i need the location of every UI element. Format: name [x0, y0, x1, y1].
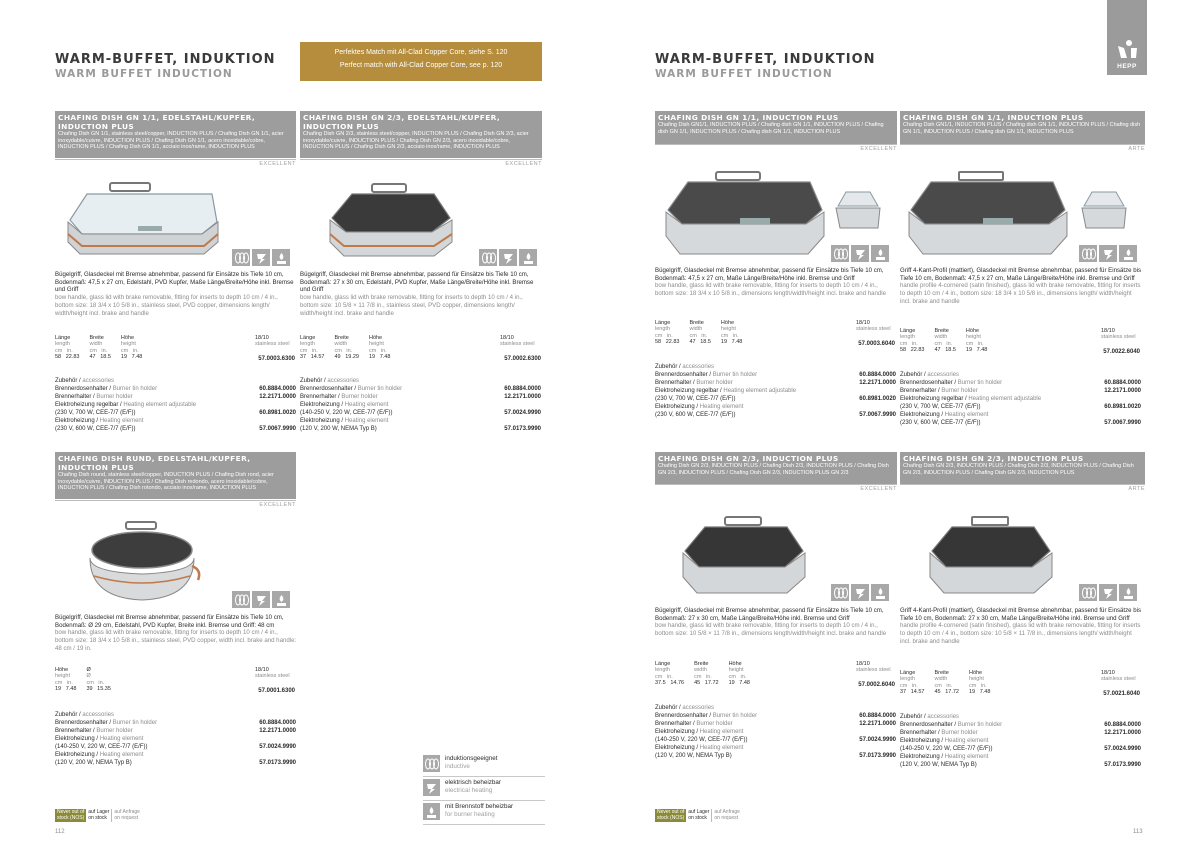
dimensions-table	[900, 328, 987, 353]
accessory-row: Brennerdosenhalter / Burner tin holder 60.8884.0000	[655, 713, 896, 719]
legend-item-induction: induktionsgeeignet inductive	[423, 755, 545, 777]
burner-icon	[519, 249, 537, 266]
material: 18/10 stainless steel	[255, 667, 290, 680]
nos-badge: Never out of stock (NOS)	[57, 809, 85, 821]
stock-on-request: auf Anfrage on request	[114, 809, 140, 821]
product-subtitle: Chafing Dish round, stainless steel/copper, INDUCTION PLUS / Chafing Dish rond, acier inoxydable/cuivre, INDUCTION PLUS / Chafing Dish redondo, acero inoxidable/cobre, INDUCTION PLUS / Chafing Dish rotondo, acciaio inox/rame, INDUCTION PLUS	[58, 472, 274, 492]
dimension-width: Breite width cm in. 49 19.29	[334, 335, 359, 360]
material: 18/10 stainless steel	[500, 335, 535, 348]
description-de: Bügelgriff, Glasdeckel mit Bremse abnehmbar, passend für Einsätze bis Tiefe 10 cm, Bodenmaß: Ø 29 cm, Edelstahl, PVD Kupfer, Breite inkl. Bremse und Griff: 48 cm	[55, 614, 284, 629]
accessory-row: Elektroheizung / Heating element	[900, 754, 989, 760]
induction-icon	[831, 245, 849, 262]
product-line-tag: ARTE	[900, 144, 1145, 152]
accessory-row: Brennerhalter / Burner holder 12.2171.0000	[900, 388, 1141, 394]
accessories-heading: Zubehör / accessories	[55, 712, 115, 718]
material: 18/10 stainless steel	[856, 320, 891, 333]
left-page-subtitle: WARM BUFFET INDUCTION	[55, 68, 233, 80]
electric-icon	[423, 779, 440, 796]
description-en: handle profile 4-cornered (satin finished), glass lid with brake removable, fitting for inserts to depth 10 cm / 4 in., bottom size: 18 3/4 x 10 5/8 in., dimensions length/ width/height incl. brake and handle	[900, 282, 1141, 305]
accessory-row: (140-250 V, 220 W, CEE-7/7 (E/F)) 57.0024.9990	[55, 744, 296, 750]
burner-icon	[272, 249, 290, 266]
feature-icons	[232, 591, 290, 608]
product-subtitle: Chafing Dish GN 2/3, INDUCTION PLUS / Chafing Dish 2/3, INDUCTION PLUS / Chafing Dish GN 2/3, INDUCTION PLUS / Chafing Dish GN 2/3, INDUCTION PLUS	[903, 463, 1134, 476]
description-de: Bügelgriff, Glasdeckel mit Bremse abnehmbar, passend für Einsätze bis Tiefe 10 cm, Bodenmaß: 27 x 30 cm, Edelstahl, PVD Kupfer, Maße Länge/Breite/Höhe inkl. Bremse und Griff	[300, 271, 534, 294]
article-number: 57.0021.6040	[1103, 691, 1140, 697]
promo-line-en: Perfect match with All-Clad Copper Core, see p. 120	[339, 62, 503, 69]
article-number: 57.0002.6040	[858, 682, 895, 688]
accessory-row: (140-250 V, 220 W, CEE-7/7 (E/F)) 57.0024.9990	[655, 737, 896, 743]
dimension-width: Breite width cm in. 45 17.72	[934, 670, 959, 695]
induction-icon	[232, 591, 250, 608]
accessories-heading: Zubehör / accessories	[300, 378, 360, 384]
material: 18/10 stainless steel	[1101, 328, 1136, 341]
product-title: CHAFING DISH GN 1/1, INDUCTION PLUS	[658, 113, 839, 122]
induction-icon	[423, 755, 440, 772]
electric-icon	[252, 591, 270, 608]
accessories-list	[655, 363, 896, 419]
right-page-title: WARM-BUFFET, INDUKTION	[655, 52, 876, 67]
accessories-heading: Zubehör / accessories	[900, 714, 960, 720]
accessories-list	[300, 377, 541, 433]
description-de: Griff 4-Kant-Profil (mattiert), Glasdeckel mit Bremse abnehmbar, passend für Einsätze bis Tiefe 10 cm, Bodenmaß: 47,5 x 27 cm, Maße Länge/Breite/Höhe inkl. Bremse und Griff	[900, 267, 1142, 282]
product-line-tag: EXCELLENT	[655, 484, 897, 492]
description-en: bow handle, glass lid with brake removable, fitting for inserts to depth 10 cm / 4 in., bottom size: 18 3/4 x 10 5/8 in., stainless steel, PVD copper, width incl. brake and handle: 48 cm / 19 in.	[55, 629, 297, 652]
product-title: CHAFING DISH RUND, EDELSTAHL/KUPFER, INDUCTION PLUS	[58, 454, 251, 472]
material: 18/10 stainless steel	[856, 661, 891, 674]
page-number-right: 113	[1133, 829, 1143, 835]
induction-icon	[1079, 245, 1097, 262]
stock-on-request: auf Anfrage on request	[714, 809, 740, 821]
product-title: CHAFING DISH GN 2/3, INDUCTION PLUS	[658, 454, 839, 463]
dimensions-table	[655, 320, 742, 345]
dimension-length: Länge length cm in. 37.5 14.76	[655, 661, 685, 686]
brand-logo	[1107, 0, 1147, 75]
product-image-chafing-small	[832, 188, 884, 234]
burner-icon	[871, 584, 889, 601]
description-en: handle profile 4-cornered (satin finished), glass lid with brake removable, fitting for inserts to depth 10 cm / 4 in., bottom size: 10 5/8 × 11 7/8 in., dimensions length/ width/height incl. brake and handle	[900, 622, 1141, 645]
product-line-tag: EXCELLENT	[655, 144, 897, 152]
product-image-chafing-small	[1078, 188, 1130, 234]
nos-badge: Never out of stock (NOS)	[657, 809, 685, 821]
product-image-chafing-rect-steel	[660, 170, 830, 260]
accessory-row: Elektroheizung / Heating element	[655, 404, 744, 410]
dimension-length: Länge length cm in. 58 22.83	[900, 328, 925, 353]
feature-icons	[232, 249, 290, 266]
legend-item-burner: mit Brennstoff beheizbar for burner heating	[423, 803, 545, 825]
product-description	[655, 607, 897, 638]
accessory-row: Brennerhalter / Burner holder 12.2171.0000	[900, 730, 1141, 736]
product-line-tag: EXCELLENT	[55, 159, 296, 167]
feature-icons	[1079, 584, 1137, 601]
induction-icon	[1079, 584, 1097, 601]
accessory-row: Elektroheizung regelbar / Heating element adjustable	[900, 396, 1042, 402]
accessory-row: Elektroheizung / Heating element	[900, 412, 989, 418]
accessory-row: Brennerdosenhalter / Burner tin holder 60.8884.0000	[900, 380, 1141, 386]
electric-icon	[851, 245, 869, 262]
burner-icon	[1119, 584, 1137, 601]
dimensions-table	[900, 670, 990, 695]
brand-name: HEPP	[1117, 63, 1137, 70]
dimension-height: Höhe height cm in. 19 7.48	[368, 335, 391, 360]
left-page-title: WARM-BUFFET, INDUKTION	[55, 52, 276, 67]
stock-legend	[655, 809, 742, 822]
accessory-row: Brennerdosenhalter / Burner tin holder 60.8884.0000	[55, 386, 296, 392]
legend-item-electric: elektrisch beheizbar electrical heating	[423, 779, 545, 801]
material: 18/10 stainless steel	[1101, 670, 1136, 683]
product-title: CHAFING DISH GN 2/3, EDELSTAHL/KUPFER, INDUCTION PLUS	[303, 113, 501, 131]
accessory-row: Brennerdosenhalter / Burner tin holder 60.8884.0000	[300, 386, 541, 392]
induction-icon	[831, 584, 849, 601]
dimension-width: Breite width cm in. 45 17.72	[694, 661, 719, 686]
product-line-tag: EXCELLENT	[300, 159, 542, 167]
accessories-heading: Zubehör / accessories	[655, 364, 715, 370]
accessory-row: (140-250 V, 220 W, CEE-7/7 (E/F)) 57.0024.9990	[900, 746, 1141, 752]
page-number-left: 112	[55, 829, 65, 835]
accessory-row: Elektroheizung regelbar / Heating element adjustable	[55, 402, 197, 408]
product-description	[900, 607, 1144, 646]
burner-icon	[871, 245, 889, 262]
accessory-row: Elektroheizung / Heating element	[55, 736, 144, 742]
product-image-chafing-square-copper	[322, 182, 462, 262]
accessories-list	[55, 377, 296, 433]
induction-icon	[479, 249, 497, 266]
product-image-chafing-rect-arte	[903, 170, 1073, 260]
accessory-row: Brennerhalter / Burner holder 12.2171.0000	[300, 394, 541, 400]
accessories-heading: Zubehör / accessories	[55, 378, 115, 384]
accessory-row: (230 V, 600 W, CEE-7/7 (E/F)) 57.0067.9990	[900, 420, 1141, 426]
accessory-row: Brennerhalter / Burner holder 12.2171.0000	[55, 728, 296, 734]
product-description	[55, 271, 297, 317]
product-header	[655, 111, 897, 144]
electric-icon	[499, 249, 517, 266]
article-number: 57.0002.6300	[504, 356, 541, 362]
product-image-chafing-round-copper	[80, 520, 210, 605]
product-image-chafing-square-arte	[922, 515, 1062, 600]
accessory-row: (120 V, 200 W, NEMA Typ B) 57.0173.9990	[55, 760, 296, 766]
product-title: CHAFING DISH GN 2/3, INDUCTION PLUS	[903, 454, 1084, 463]
accessory-row: Elektroheizung / Heating element	[55, 418, 144, 424]
product-subtitle: Chafing Dish GN1/1, INDUCTION PLUS / Chafing dish GN 1/1, INDUCTION PLUS / Chafing dish GN 1/1, INDUCTION PLUS / Chafing dish GN 1/1, INDUCTION PLUS	[658, 122, 884, 135]
dimension-length: Länge length cm in. 37 14.57	[900, 670, 925, 695]
burner-icon	[272, 591, 290, 608]
electric-icon	[252, 249, 270, 266]
accessories-list	[900, 371, 1141, 427]
accessory-row: Elektroheizung / Heating element	[300, 402, 389, 408]
product-header	[900, 452, 1145, 484]
description-en: bow handle, glass lid with brake removable, fitting for inserts to depth 10 cm / 4 in., bottom size: 10 5/8 × 11 7/8 in., stainless steel, PVD copper, dimensions length/ width/height incl. brake and handle	[300, 294, 523, 317]
accessory-row: (120 V, 200 W, NEMA Typ B) 57.0173.9990	[655, 753, 896, 759]
accessory-row: Brennerhalter / Burner holder 12.2171.0000	[655, 721, 896, 727]
icon-legend	[423, 755, 545, 827]
accessory-row: Elektroheizung regelbar / Heating element adjustable	[655, 388, 797, 394]
article-number: 57.0022.6040	[1103, 349, 1140, 355]
accessory-row: (230 V, 700 W, CEE-7/7 (E/F)) 60.8981.0020	[55, 410, 296, 416]
product-header	[55, 452, 296, 499]
promo-banner	[300, 42, 542, 81]
dimension-width: Breite width cm in. 47 18.5	[934, 328, 956, 353]
accessories-list	[55, 711, 296, 767]
dimension-width: Breite width cm in. 47 18.5	[689, 320, 711, 345]
promo-line-de: Perfektes Match mit All-Clad Copper Core, siehe S. 120	[334, 49, 508, 56]
article-number: 57.0003.6040	[858, 341, 895, 347]
product-image-chafing-rect-copper	[62, 180, 222, 260]
accessory-row: (120 V, 200 W, NEMA Typ B) 57.0173.9990	[900, 762, 1141, 768]
product-subtitle: Chafing Dish GN 2/3, INDUCTION PLUS / Chafing Dish 2/3, INDUCTION PLUS / Chafing Dish GN 2/3, INDUCTION PLUS / Chafing Dish GN 2/3, INDUCTION PLUS GN 2/3	[658, 463, 889, 476]
accessory-row: Brennerhalter / Burner holder 12.2171.0000	[55, 394, 296, 400]
dimension-height: Höhe height cm in. 19 7.48	[720, 320, 743, 345]
product-line-tag: ARTE	[900, 484, 1145, 492]
product-title: CHAFING DISH GN 1/1, EDELSTAHL/KUPFER, INDUCTION PLUS	[58, 113, 256, 131]
product-description	[655, 267, 897, 298]
description-en: bow handle, glass lid with brake removable, fitting for inserts to depth 10 cm / 4 in., bottom size: 10 5/8 × 11 7/8 in., dimensions length/width/height incl. brake and handle	[655, 622, 887, 638]
electric-icon	[851, 584, 869, 601]
electric-icon	[1099, 245, 1117, 262]
accessory-row: (140-250 V, 220 W, CEE-7/7 (E/F)) 57.0024.9990	[300, 410, 541, 416]
dimension-length: Länge length cm in. 58 22.83	[655, 320, 680, 345]
induction-icon	[232, 249, 250, 266]
accessories-heading: Zubehör / accessories	[900, 372, 960, 378]
product-description	[55, 614, 297, 653]
description-de: Bügelgriff, Glasdeckel mit Bremse abnehmbar, passend für Einsätze bis Tiefe 10 cm, Bodenmaß: 47,5 x 27 cm, Edelstahl, PVD Kupfer, Maße Länge/Breite/Höhe inkl. Bremse und Griff	[55, 271, 294, 294]
description-de: Griff 4-Kant-Profil (mattiert), Glasdeckel mit Bremse abnehmbar, passend für Einsätze bis Tiefe 10 cm, Bodenmaß: 27 x 30 cm, Maße Länge/Breite/Höhe inkl. Bremse und Griff	[900, 607, 1142, 622]
accessory-row: Elektroheizung / Heating element	[300, 418, 389, 424]
feature-icons	[1079, 245, 1137, 262]
product-subtitle: Chafing Dish GN1/1, INDUCTION PLUS / Chafing dish GN 1/1, INDUCTION PLUS / Chafing dish GN 1/1, INDUCTION PLUS / Chafing dish GN 1/1, INDUCTION PLUS	[903, 122, 1141, 135]
dimension-height: Höhe height cm in. 19 7.48	[968, 670, 991, 695]
dimensions-table	[655, 661, 750, 686]
dimension-length: Länge length cm in. 37 14.57	[300, 335, 325, 360]
dimension-height: Höhe height cm in. 19 7.48	[55, 667, 77, 692]
accessories-list	[900, 713, 1141, 769]
dimensions-table	[55, 667, 111, 692]
product-header	[55, 111, 296, 158]
accessory-row: Elektroheizung / Heating element	[900, 738, 989, 744]
dimension-length: Länge length cm in. 58 22.83	[55, 335, 80, 360]
accessory-row: (230 V, 700 W, CEE-7/7 (E/F)) 60.8981.0020	[900, 404, 1141, 410]
dimension-height: Höhe height cm in. 19 7.48	[728, 661, 750, 686]
accessory-row: Brennerhalter / Burner holder 12.2171.0000	[655, 380, 896, 386]
product-subtitle: Chafing Dish GN 1/1, stainless steel/copper, INDUCTION PLUS / Chafing Dish GN 1/1, acier inoxydable/cuivre, INDUCTION PLUS / Chafing Dish GN 1/1, acero inoxidable/cobre, INDUCTION PLUS / Chafing Dish GN 1/1, acciaio inox/rame, INDUCTION PLUS	[58, 131, 284, 151]
accessories-heading: Zubehör / accessories	[655, 705, 715, 711]
description-de: Bügelgriff, Glasdeckel mit Bremse abnehmbar, passend für Einsätze bis Tiefe 10 cm, Bodenmaß: 47,5 x 27 cm, Maße Länge/Breite/Höhe inkl. Bremse und Griff	[655, 267, 884, 282]
accessory-row: Brennerdosenhalter / Burner tin holder 60.8884.0000	[55, 720, 296, 726]
accessories-list	[655, 704, 896, 760]
accessory-row: Elektroheizung / Heating element	[655, 745, 744, 751]
accessory-row: Elektroheizung / Heating element	[55, 752, 144, 758]
product-subtitle: Chafing Dish GN 2/3, stainless steel/copper, INDUCTION PLUS / Chafing Dish GN 2/3, acier inoxydable/cuivre, INDUCTION PLUS / Chafing Dish GN 2/3, acero inoxidable/cobre, INDUCTION PLUS / Chafing Dish GN 2/3, acciaio inox/rame, INDUCTION PLUS	[303, 131, 529, 151]
product-header	[655, 452, 897, 484]
feature-icons	[831, 584, 889, 601]
stock-legend	[55, 809, 142, 822]
dimension-height: Höhe height cm in. 19 7.48	[120, 335, 143, 360]
accessory-row: Brennerdosenhalter / Burner tin holder 60.8884.0000	[900, 722, 1141, 728]
stock-on-stock: auf Lager on stock	[86, 809, 112, 822]
electric-icon	[1099, 584, 1117, 601]
article-number: 57.0003.6300	[258, 356, 295, 362]
dimension-width: Breite width cm in. 47 18.5	[89, 335, 111, 360]
material: 18/10 stainless steel	[255, 335, 290, 348]
article-number: 57.0001.6300	[258, 688, 295, 694]
dimensions-table	[300, 335, 390, 360]
feature-icons	[831, 245, 889, 262]
product-title: CHAFING DISH GN 1/1, INDUCTION PLUS	[903, 113, 1084, 122]
description-en: bow handle, glass lid with brake removable, fitting for inserts to depth 10 cm / 4 in., bottom size: 18 3/4 x 10 5/8 in., dimensions length/width/height incl. brake and handle	[655, 282, 887, 298]
feature-icons	[479, 249, 537, 266]
stock-on-stock: auf Lager on stock	[686, 809, 712, 822]
product-header	[900, 111, 1145, 144]
product-line-tag: EXCELLENT	[55, 500, 296, 508]
description-de: Bügelgriff, Glasdeckel mit Bremse abnehmbar, passend für Einsätze bis Tiefe 10 cm, Bodenmaß: 27 x 30 cm, Maße Länge/Breite/Höhe inkl. Bremse und Griff	[655, 607, 884, 622]
burner-icon	[1119, 245, 1137, 262]
accessory-row: (230 V, 600 W, CEE-7/7 (E/F)) 57.0067.9990	[655, 412, 896, 418]
accessory-row: (230 V, 600 W, CEE-7/7 (E/F)) 57.0067.9990	[55, 426, 296, 432]
right-page-subtitle: WARM BUFFET INDUCTION	[655, 68, 833, 80]
dimension-diameter: Ø Ø cm in. 39 15.35	[86, 667, 111, 692]
description-en: bow handle, glass lid with brake removable, fitting for inserts to depth 10 cm / 4 in., bottom size: 18 3/4 x 10 5/8 in., stainless steel, PVD copper, dimensions length/ width/height incl. brake and handle	[55, 294, 278, 317]
product-description	[900, 267, 1144, 306]
accessory-row: (120 V, 200 W, NEMA Typ B) 57.0173.9990	[300, 426, 541, 432]
product-description	[300, 271, 542, 317]
dimension-height: Höhe height cm in. 19 7.48	[965, 328, 988, 353]
accessory-row: Elektroheizung / Heating element	[655, 729, 744, 735]
accessory-row: Brennerdosenhalter / Burner tin holder 60.8884.0000	[655, 372, 896, 378]
accessory-row: (230 V, 700 W, CEE-7/7 (E/F)) 60.8981.0020	[655, 396, 896, 402]
dimensions-table	[55, 335, 142, 360]
burner-icon	[423, 803, 440, 820]
product-image-chafing-square-steel	[675, 515, 815, 600]
product-header	[300, 111, 542, 158]
